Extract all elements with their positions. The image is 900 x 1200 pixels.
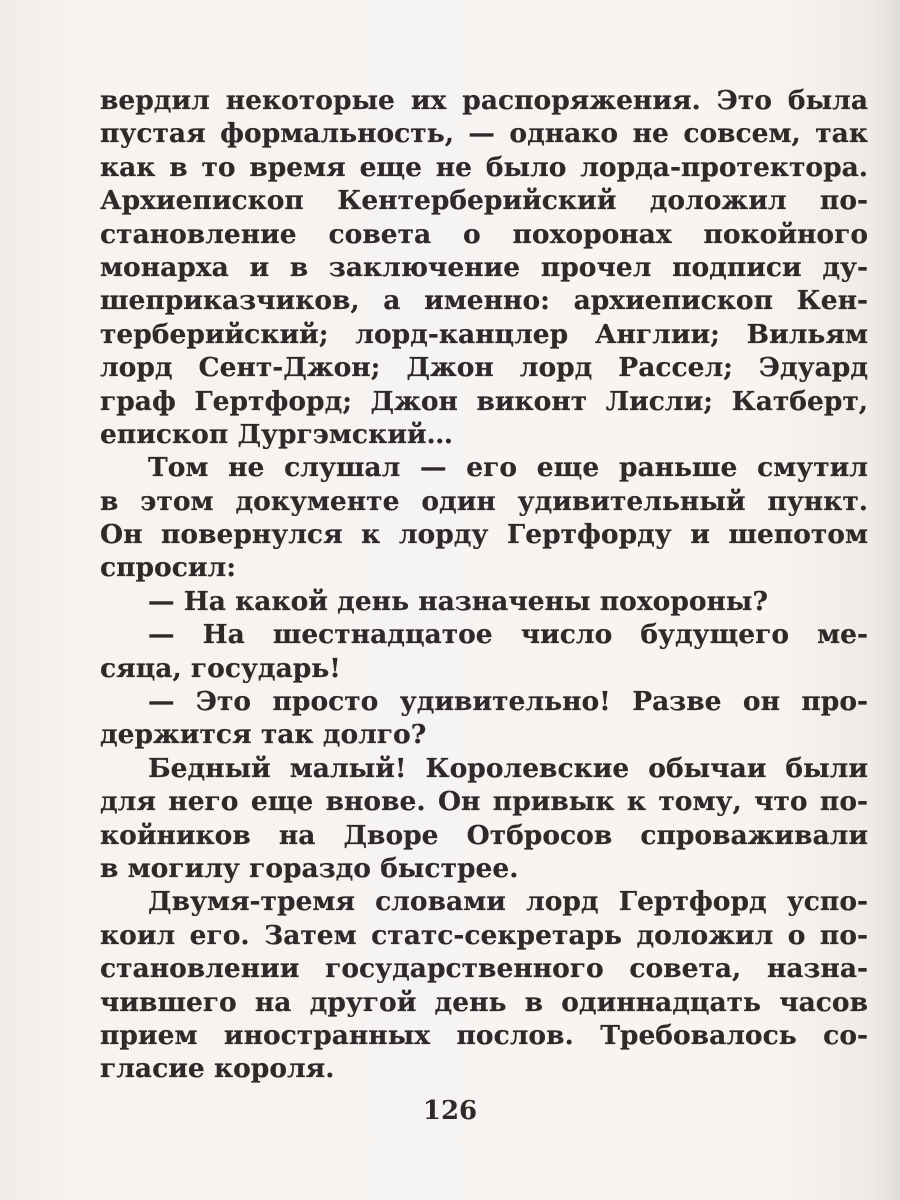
text-line: становление совета о похоронах покойного (100, 218, 868, 250)
text-line: койников на Дворе Отбросов спроваживали (100, 819, 868, 851)
text-line: — Это просто удивительно! Разве он про- (148, 686, 868, 718)
text-line: вердил некоторые их распоряжения. Это была (100, 85, 868, 116)
text-line: спросил: (100, 552, 236, 584)
text-line: — На шестнадцатое число будущего ме- (148, 619, 868, 651)
page-edge-shadow (872, 0, 900, 1200)
text-line: держится так долго? (100, 719, 427, 751)
text-line: — На какой день назначены похороны? (148, 585, 769, 617)
text-line: в могилу гораздо быстрее. (100, 852, 519, 884)
body-text (100, 84, 868, 1086)
text-line: как в то время еще не было лорда-протектора. (100, 151, 868, 183)
text-line: сяца, государь! (100, 652, 341, 684)
page-number: 126 (422, 1096, 478, 1126)
text-line: пустая формальность, — однако не совсем, так (100, 118, 868, 150)
text-line: Двумя-тремя словами лорд Гертфорд успо- (148, 886, 868, 918)
text-line: Архиепископ Кентерберийский доложил по- (100, 185, 868, 217)
text-line: лорд Сент-Джон; Джон лорд Рассел; Эдуард (100, 352, 868, 384)
text-line: прием иностранных послов. Требовалось со- (100, 1019, 868, 1051)
text-line: гласие короля. (100, 1053, 335, 1085)
text-line: становлении государственного совета, назна- (100, 953, 868, 985)
text-line: Бедный малый! Королевские обычаи были (148, 752, 868, 784)
text-line: коил его. Затем статс-секретарь доложил о по- (100, 919, 868, 951)
text-line: монарха и в заключение прочел подписи ду- (100, 251, 868, 283)
text-line: Том не слушал — его еще раньше смутил (148, 452, 868, 484)
text-line: для него еще внове. Он привык к тому, что по- (100, 786, 868, 818)
text-line: терберийский; лорд-канцлер Англии; Вильям (100, 318, 868, 350)
text-line: чившего на другой день в одиннадцать часов (100, 986, 868, 1018)
text-line: шеприказчиков, а именно: архиепископ Кен- (100, 285, 868, 317)
text-line: в этом документе один удивительный пункт. (100, 485, 868, 517)
text-line: Он повернулся к лорду Гертфорду и шепотом (100, 519, 868, 551)
text-line: граф Гертфорд; Джон виконт Лисли; Катберт, (100, 385, 868, 417)
text-line: епископ Дургэмский… (100, 418, 454, 450)
